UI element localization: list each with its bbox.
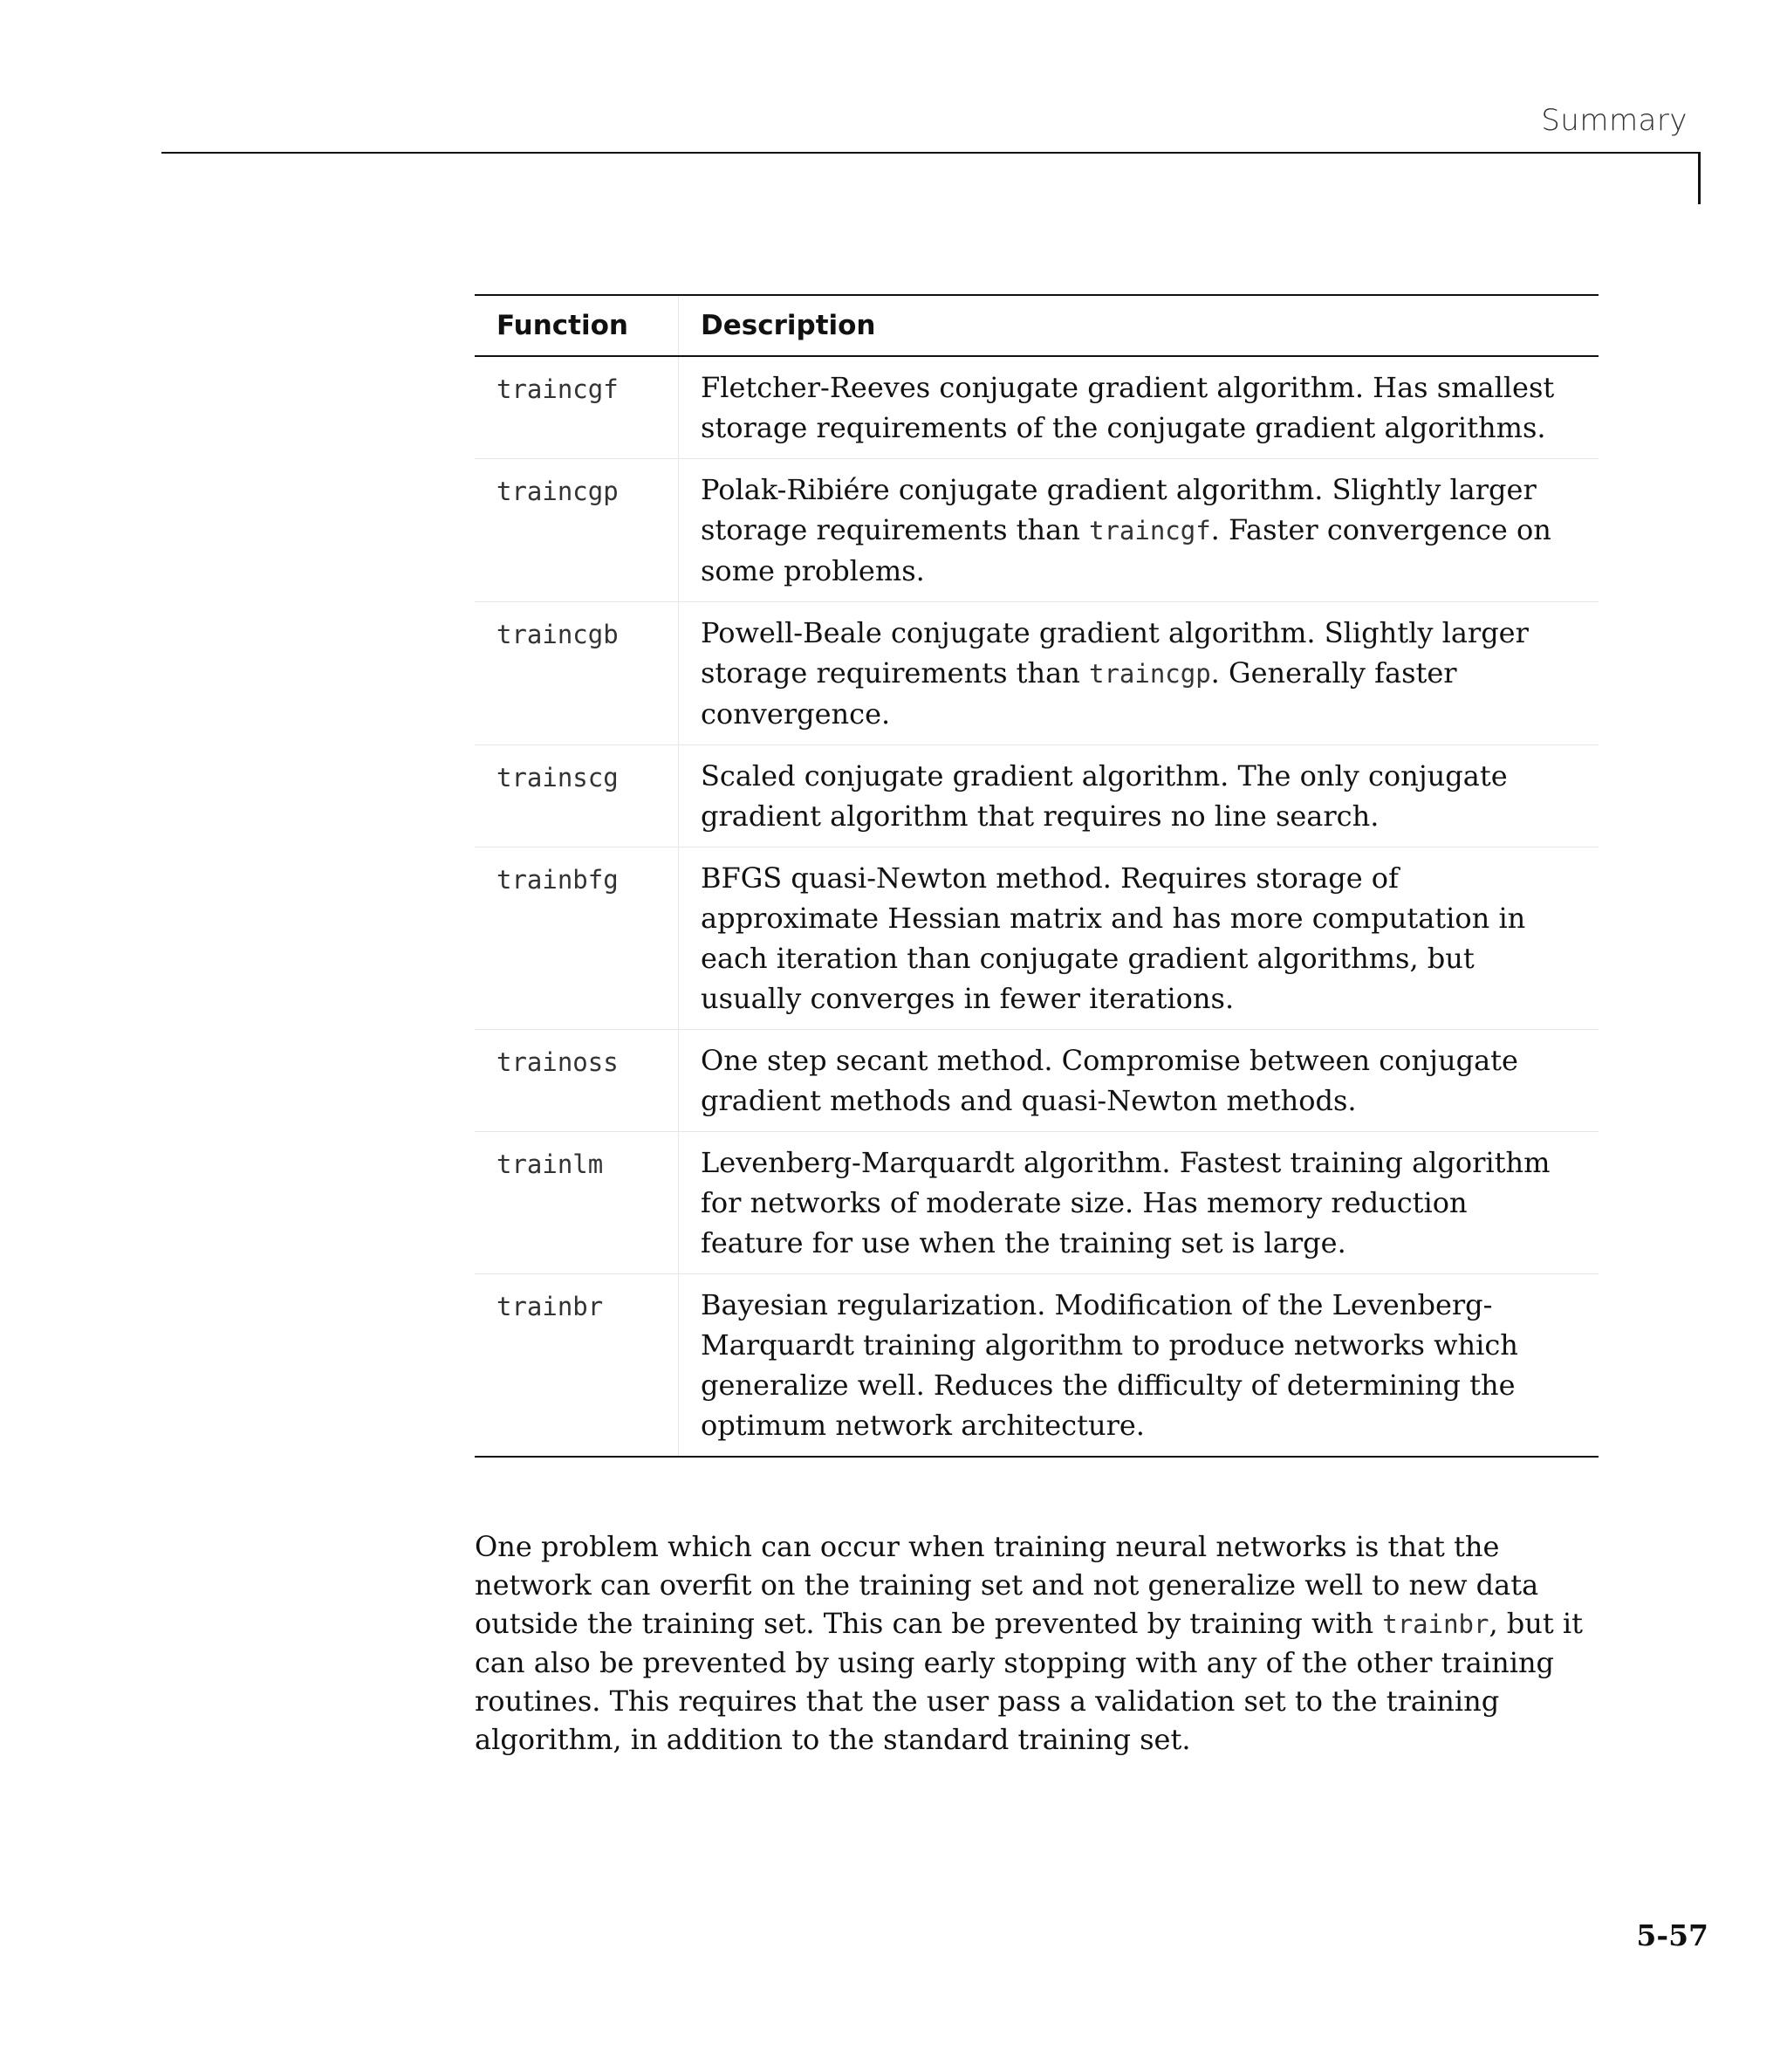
description-text: Powell-Beale conjugate gradient algorithm. Slightly larger storage requirements than <box>701 616 1529 690</box>
function-description: Scaled conjugate gradient algorithm. The only conjugate gradient algorithm that requires no line search. <box>679 745 1599 847</box>
function-name: trainscg <box>475 745 679 847</box>
function-description: Bayesian regularization. Modification of the Levenberg-Marquardt training algorithm to produce networks which generalize well. Reduces the difficulty of determining the optimum network architecture. <box>701 1288 1518 1442</box>
column-header-function: Function <box>475 295 679 356</box>
table-row <box>475 1030 1599 1132</box>
paragraph-text: , but it can also be prevented by using early stopping with any of the other training routines. This requires that the user pass a validation set to the training algorithm, in addition to the standard training set. <box>475 1607 1584 1756</box>
inline-code: traincgp <box>1088 659 1211 689</box>
paragraph-text: One problem which can occur when training neural networks is that the network can overfit on the training set and not generalize well to new data outside the training set. This can be prevented by training with <box>475 1530 1539 1640</box>
function-name: trainbr <box>475 1274 679 1458</box>
function-description: One step secant method. Compromise between conjugate gradient methods and quasi-Newton methods. <box>679 1030 1599 1132</box>
body-paragraph <box>475 1527 1623 1759</box>
table-header-row <box>475 295 1599 356</box>
page-number: 5-57 <box>1636 1918 1708 1952</box>
inline-code: trainbr <box>1382 1609 1489 1639</box>
function-name: traincgb <box>475 602 679 745</box>
function-description: Fletcher-Reeves conjugate gradient algorithm. Has smallest storage requirements of the conjugate gradient algorithms. <box>679 356 1599 459</box>
function-table <box>475 294 1599 1458</box>
function-name: traincgp <box>475 459 679 602</box>
description-text: Polak-Ribiére conjugate gradient algorithm. Slightly larger storage requirements than <box>701 473 1537 546</box>
header-tick <box>1698 152 1701 204</box>
column-header-description: Description <box>679 295 1599 356</box>
inline-code: traincgf <box>1088 516 1211 545</box>
description-text: . Faster convergence on some problems. <box>701 513 1551 587</box>
table-row <box>475 356 1599 459</box>
section-header: Summary <box>1541 103 1688 138</box>
table-row <box>475 1274 1599 1458</box>
header-rule <box>161 152 1701 154</box>
function-name: trainoss <box>475 1030 679 1132</box>
function-description: Levenberg-Marquardt algorithm. Fastest training algorithm for networks of moderate size. Has memory reduction feature for use when the training set is large. <box>679 1132 1599 1274</box>
description-text: . Generally faster convergence. <box>701 656 1457 731</box>
function-description: BFGS quasi-Newton method. Requires storage of approximate Hessian matrix and has more computation in each iteration than conjugate gradient algorithms, but usually converges in fewer iterations. <box>679 847 1599 1030</box>
function-name: traincgf <box>475 356 679 459</box>
function-description <box>679 602 1599 745</box>
function-name: trainbfg <box>475 847 679 1030</box>
table-row <box>475 459 1599 602</box>
function-name: trainlm <box>475 1132 679 1274</box>
table-row <box>475 1132 1599 1274</box>
function-description <box>679 459 1599 602</box>
table-row <box>475 745 1599 847</box>
table-row <box>475 847 1599 1030</box>
table-row <box>475 602 1599 745</box>
